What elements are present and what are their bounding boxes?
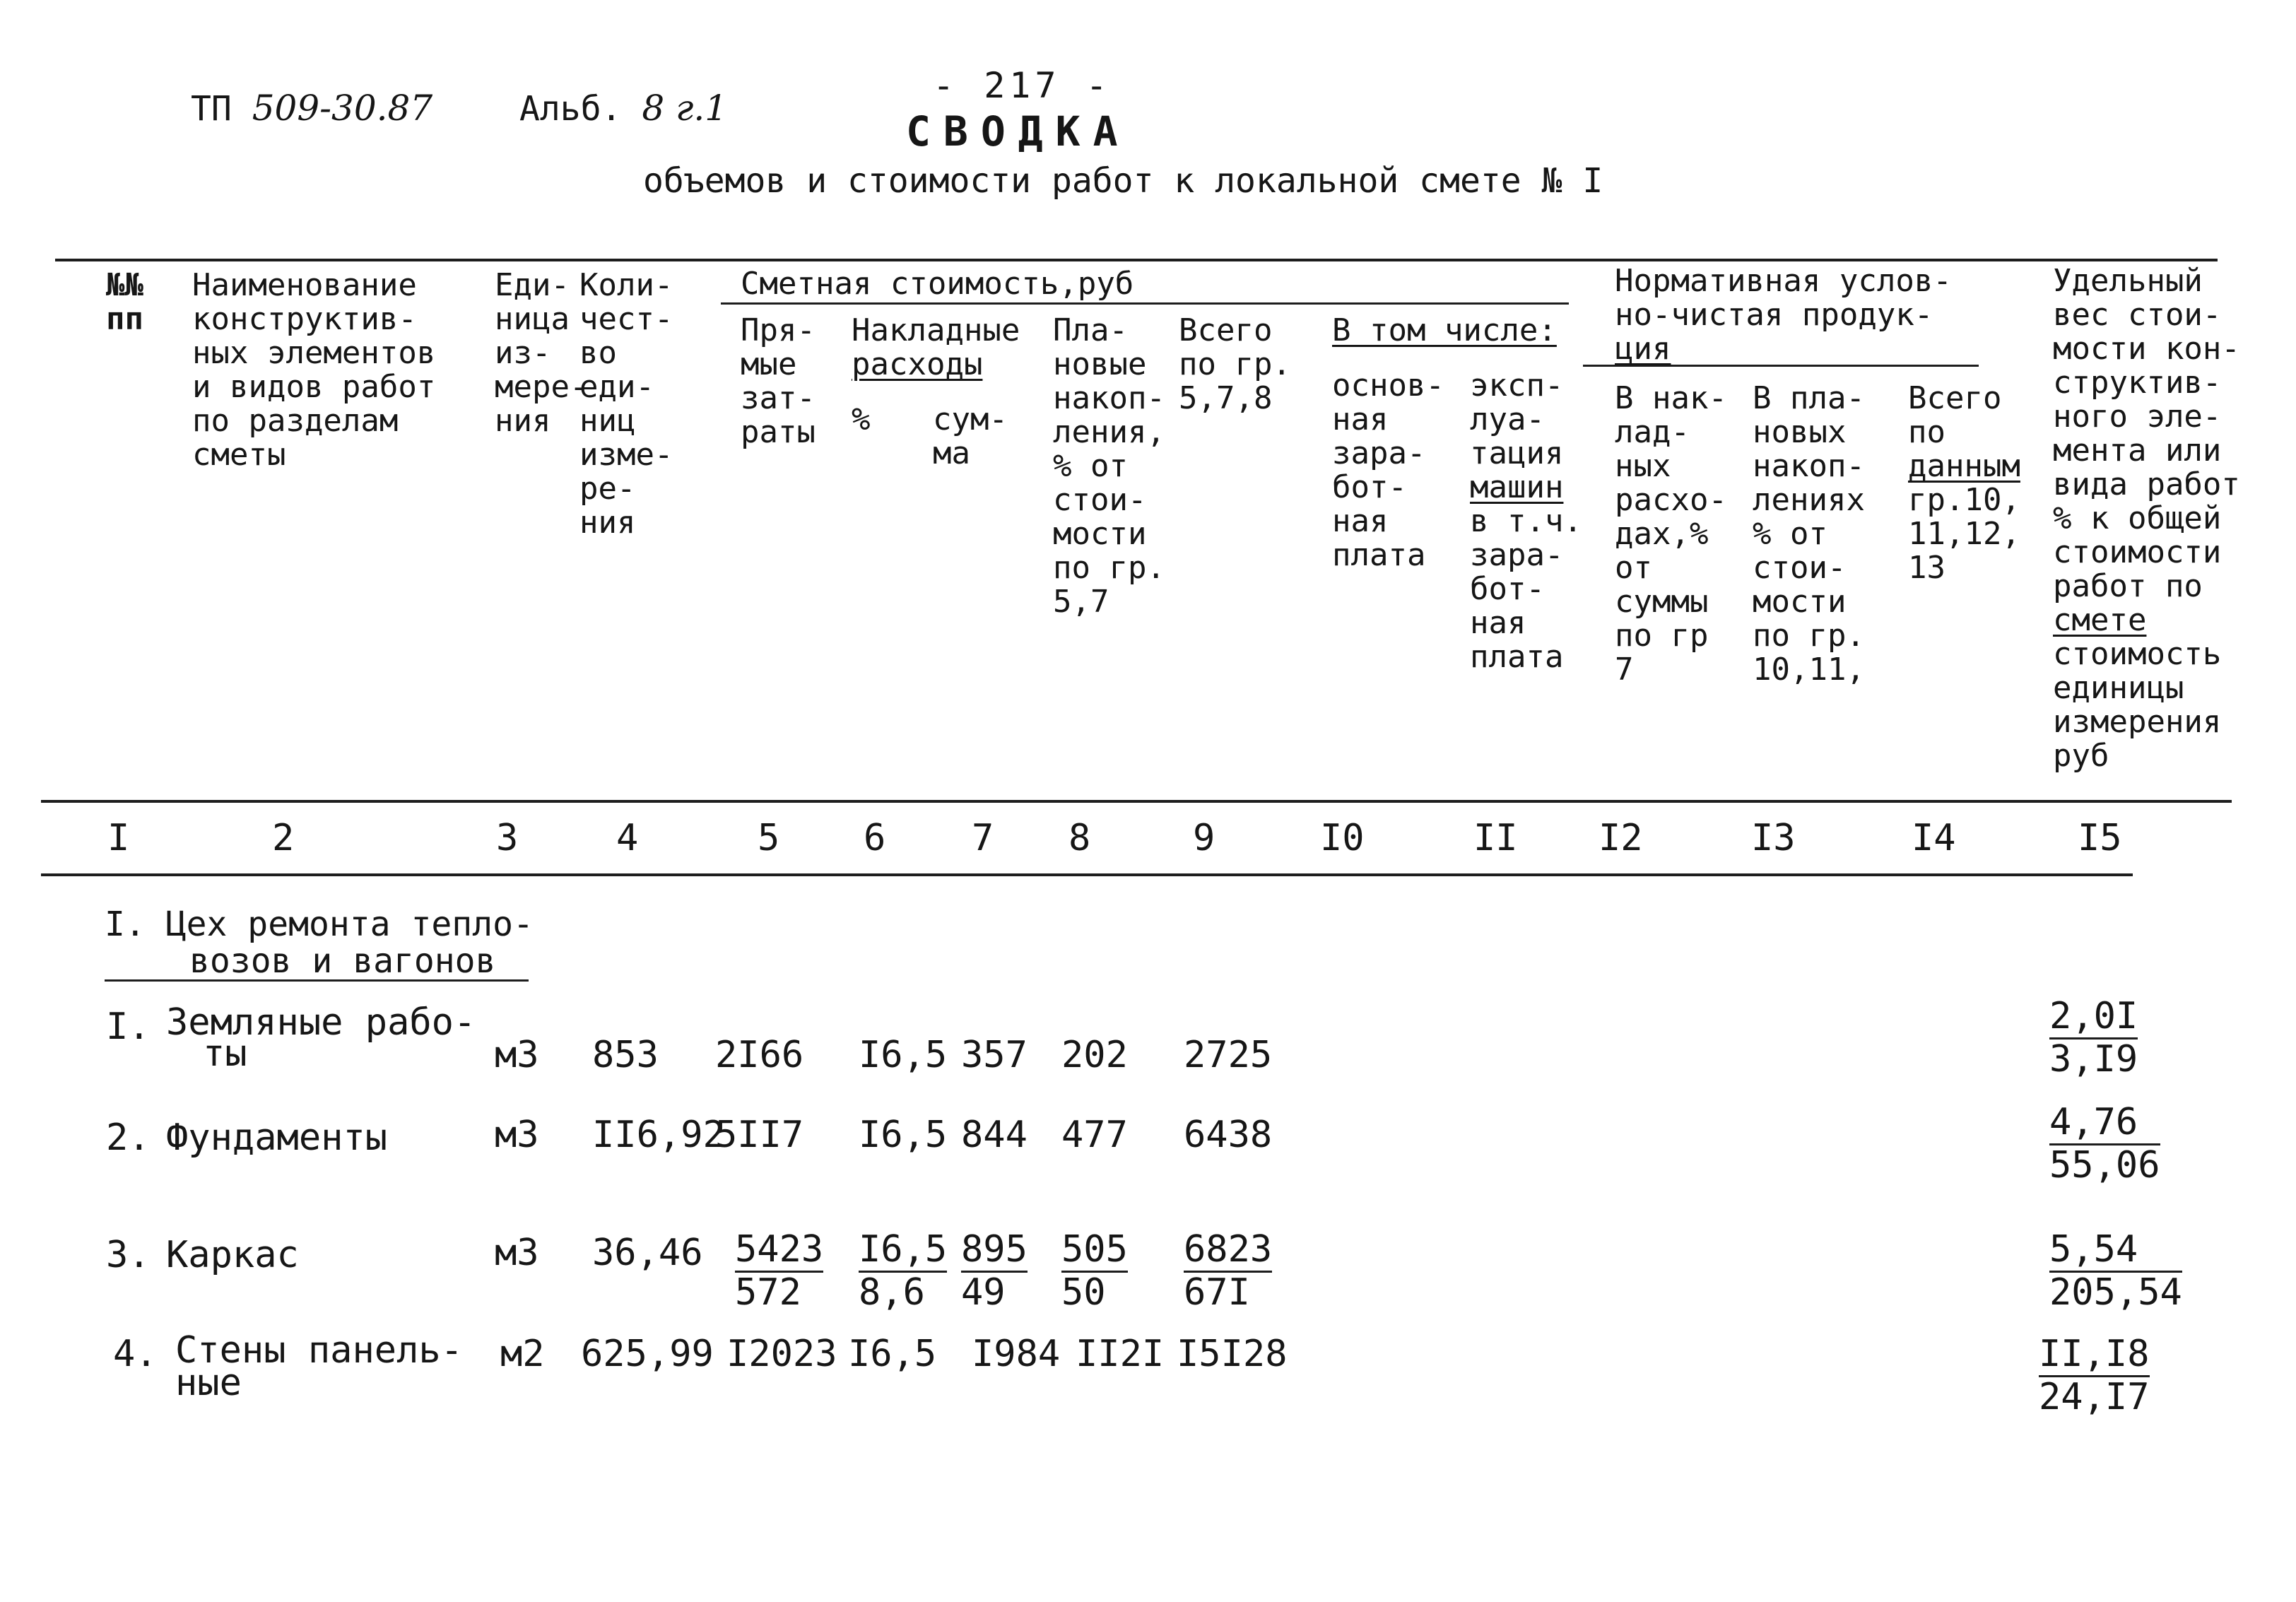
col-number-9: 9 xyxy=(1193,817,1215,859)
cost-group-rule xyxy=(721,302,1569,305)
row-direct: $\frac{5423}{572}$ xyxy=(735,1228,824,1314)
col-number-2: 2 xyxy=(272,817,295,859)
table-top-rule xyxy=(55,259,2218,261)
page-subtitle: объемов и стоимости работ к локальной смете № I xyxy=(643,161,1603,201)
row-qty: II6,92 xyxy=(592,1114,725,1156)
col-number-12: I2 xyxy=(1599,817,1643,859)
row-share: $\frac{4,76}{55,06}$ xyxy=(2049,1101,2160,1186)
row-pct: I6,5 xyxy=(859,1114,948,1156)
col-number-10: I0 xyxy=(1320,817,1365,859)
col-header-3: Еди- ница из- мере- ния xyxy=(495,267,589,439)
row-qty: 36,46 xyxy=(592,1232,703,1274)
row-accum: 477 xyxy=(1061,1114,1128,1156)
page-number: - 217 - xyxy=(933,65,1112,106)
row-sum: 357 xyxy=(961,1034,1028,1076)
row-unit: м3 xyxy=(495,1034,539,1076)
row-share: $\frac{5,54}{205,54}$ xyxy=(2049,1228,2182,1314)
row-share: $\frac{2,0I}{3,I9}$ xyxy=(2049,995,2138,1080)
row-pct: I6,5 xyxy=(848,1333,937,1375)
page-title: СВОДКА xyxy=(906,107,1131,155)
album-handwritten: 8 г.1 xyxy=(642,88,728,129)
album-label xyxy=(519,88,728,129)
norm-group-title: Нормативная услов- но-чистая продук- ция xyxy=(1615,263,1952,367)
col-header-8: Пла- новые накоп- ления, % от стои- мости по гр. 5,7 xyxy=(1053,312,1165,620)
row-num: 2. xyxy=(106,1117,151,1159)
col-header-2: Наименование конструктив- ных элементов и видов работ по разделам сметы xyxy=(192,267,436,473)
row-total: I5I28 xyxy=(1177,1333,1288,1375)
row-total: 2725 xyxy=(1184,1034,1273,1076)
row-unit: м3 xyxy=(495,1232,539,1274)
row-direct: 5II7 xyxy=(715,1114,804,1156)
col-header-10: основ- ная зара- бот- ная плата xyxy=(1332,367,1444,573)
header-bottom-rule xyxy=(41,800,2232,803)
row-sum: I984 xyxy=(972,1333,1061,1375)
row-pct: I6,5 xyxy=(859,1034,948,1076)
col-number-11: II xyxy=(1473,817,1518,859)
row-unit: м2 xyxy=(500,1333,545,1375)
row-pct: $\frac{I6,5}{8,6}$ xyxy=(859,1228,948,1314)
overhead-title: Накладные расходы xyxy=(852,312,1020,382)
incl-title: В том числе: xyxy=(1332,312,1557,348)
col-header-14: Всего по данным гр.10, 11,12, 13 xyxy=(1908,380,2020,586)
col-header-1: №№ пп xyxy=(106,267,143,337)
col-number-3: 3 xyxy=(496,817,519,859)
col-number-4: 4 xyxy=(616,817,639,859)
row-name: Стены панель- ные xyxy=(175,1329,463,1404)
doc-code xyxy=(191,88,433,129)
col-header-5: Пря- мые зат- раты xyxy=(741,312,816,450)
section-title: I. Цех ремонта тепло- возов и вагонов xyxy=(105,905,534,981)
doc-code-print: ТП xyxy=(191,89,232,129)
row-num: I. xyxy=(106,1006,151,1048)
row-accum: $\frac{505}{50}$ xyxy=(1061,1228,1128,1314)
row-unit: м3 xyxy=(495,1114,539,1156)
col-header-7: сум- ма xyxy=(933,401,1008,471)
row-num: 3. xyxy=(106,1234,151,1276)
col-number-8: 8 xyxy=(1068,817,1091,859)
row-direct: I2023 xyxy=(726,1333,837,1375)
colnum-bottom-rule xyxy=(41,873,2133,876)
col-number-1: I xyxy=(107,817,130,859)
col-number-15: I5 xyxy=(2078,817,2122,859)
row-accum: 202 xyxy=(1061,1034,1128,1076)
col-number-5: 5 xyxy=(758,817,780,859)
row-sum: 844 xyxy=(961,1114,1028,1156)
row-qty: 853 xyxy=(592,1034,659,1076)
col-number-13: I3 xyxy=(1751,817,1796,859)
col-number-7: 7 xyxy=(972,817,994,859)
col-header-4: Коли- чест- во еди- ниц изме- ре- ния xyxy=(579,267,673,541)
col-header-9: Всего по гр. 5,7,8 xyxy=(1179,312,1291,416)
col-number-14: I4 xyxy=(1912,817,1956,859)
row-name: Фундаменты xyxy=(166,1117,388,1159)
row-total: 6438 xyxy=(1184,1114,1273,1156)
cost-group-title: Сметная стоимость,руб xyxy=(741,266,1134,302)
col-header-11: эксп- луа- тация машин в т.ч. зара- бот- ная плата xyxy=(1470,367,1582,675)
row-accum: II2I xyxy=(1076,1333,1165,1375)
col-header-13: В пла- новых накоп- лениях % от стои- мости по гр. 10,11, xyxy=(1753,380,1865,688)
row-sum: $\frac{895}{49}$ xyxy=(961,1228,1028,1314)
col-header-12: В нак- лад- ных расхо- дах,% от суммы по гр 7 xyxy=(1615,380,1727,688)
col-number-6: 6 xyxy=(864,817,886,859)
doc-code-handwritten: 509-30.87 xyxy=(252,88,433,129)
row-qty: 625,99 xyxy=(581,1333,714,1375)
row-name: Земляные рабо- ты xyxy=(166,1001,476,1075)
row-name: Каркас xyxy=(166,1234,299,1276)
album-print: Альб. xyxy=(519,89,622,129)
col-header-15: Удельный вес стои- мости кон- структив- ного эле- мента или вида работ % к общей стоимости работ по смете стоимость единицы измерения руб xyxy=(2053,263,2240,774)
row-direct: 2I66 xyxy=(715,1034,804,1076)
col-header-6: % xyxy=(852,401,871,437)
row-num: 4. xyxy=(113,1333,158,1375)
row-total: $\frac{6823}{67I}$ xyxy=(1184,1228,1273,1314)
row-share: $\frac{II,I8}{24,I7}$ xyxy=(2039,1333,2150,1418)
